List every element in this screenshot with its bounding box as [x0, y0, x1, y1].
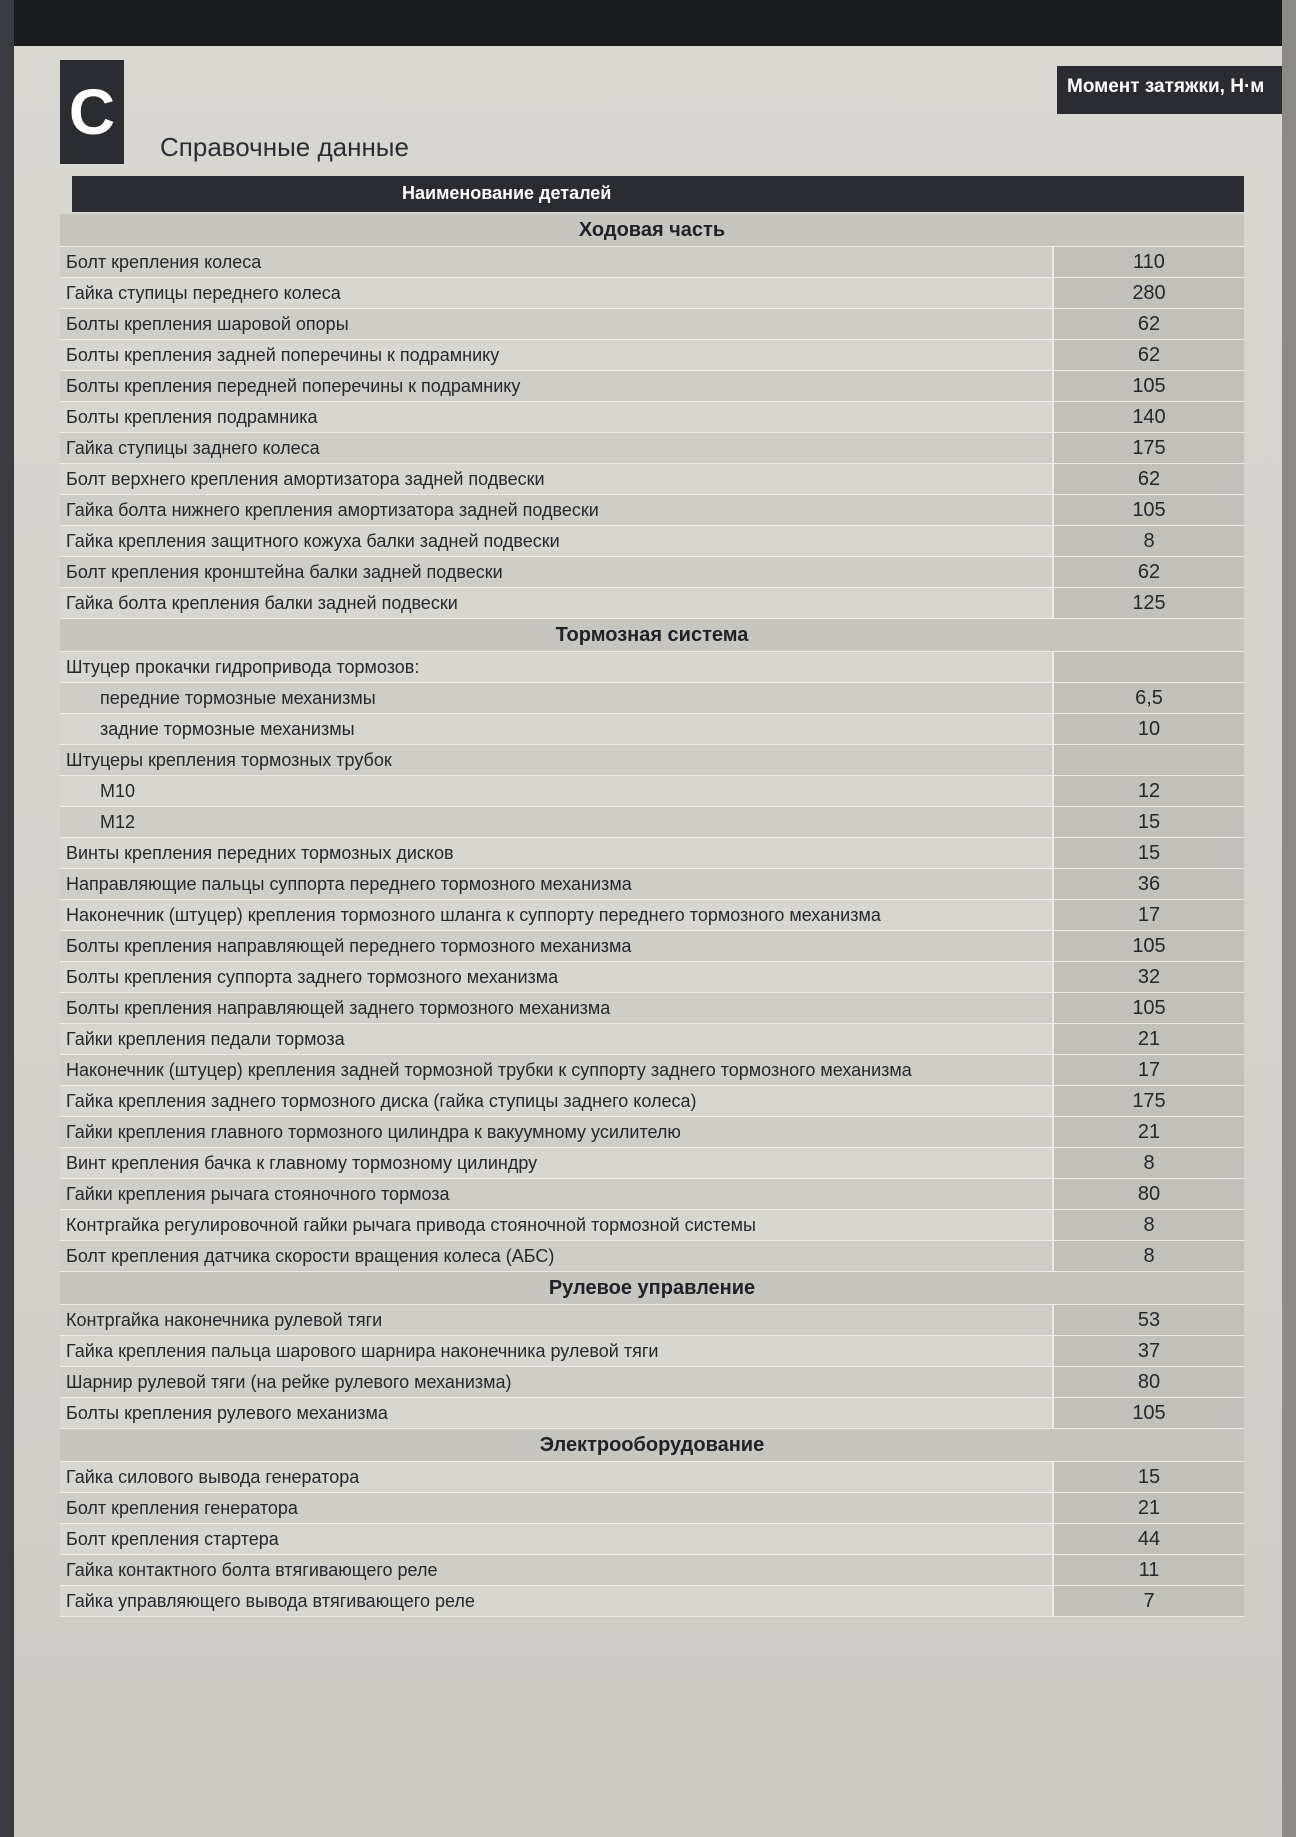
torque-value: 36: [1052, 869, 1244, 899]
table-row: [60, 1367, 1244, 1398]
group-header: Рулевое управление: [60, 1272, 1244, 1305]
part-name: Болт крепления датчика скорости вращения колеса (АБС): [60, 1241, 1052, 1271]
torque-value: 125: [1052, 588, 1244, 618]
value-column-header: Момент затяжки, Н·м: [1057, 66, 1282, 114]
part-name: Болт крепления кронштейна балки задней подвески: [60, 557, 1052, 587]
table-row: [60, 1524, 1244, 1555]
table-row: [60, 900, 1244, 931]
table-row: [60, 1210, 1244, 1241]
torque-table: [60, 214, 1244, 1617]
part-name: Гайка контактного болта втягивающего реле: [60, 1555, 1052, 1585]
part-name: Гайка болта нижнего крепления амортизатора задней подвески: [60, 495, 1052, 525]
table-row: [60, 309, 1244, 340]
torque-value: 8: [1052, 1210, 1244, 1240]
part-name: Болт крепления стартера: [60, 1524, 1052, 1554]
part-name: Штуцер прокачки гидропривода тормозов:: [60, 652, 1052, 682]
name-column-header: Наименование деталей: [402, 183, 612, 203]
table-row: [60, 869, 1244, 900]
torque-value: 21: [1052, 1117, 1244, 1147]
table-row: [60, 557, 1244, 588]
torque-value: 8: [1052, 1148, 1244, 1178]
torque-value: 7: [1052, 1586, 1244, 1616]
torque-value: 110: [1052, 247, 1244, 277]
torque-value: 8: [1052, 1241, 1244, 1271]
table-row: [60, 962, 1244, 993]
part-name: M10: [60, 776, 1052, 806]
torque-value: 62: [1052, 340, 1244, 370]
torque-value: 80: [1052, 1367, 1244, 1397]
part-name: Гайка крепления заднего тормозного диска (гайка ступицы заднего колеса): [60, 1086, 1052, 1116]
table-row: [60, 993, 1244, 1024]
table-row: [60, 1398, 1244, 1429]
table-row: [60, 1241, 1244, 1272]
torque-value: 12: [1052, 776, 1244, 806]
book-spine-shadow: [0, 0, 14, 1837]
part-name: Винт крепления бачка к главному тормозному цилиндру: [60, 1148, 1052, 1178]
part-name: Болты крепления задней поперечины к подрамнику: [60, 340, 1052, 370]
table-row: [60, 278, 1244, 309]
part-name: Контргайка наконечника рулевой тяги: [60, 1305, 1052, 1335]
torque-value: 32: [1052, 962, 1244, 992]
torque-value: 140: [1052, 402, 1244, 432]
part-name: задние тормозные механизмы: [60, 714, 1052, 744]
torque-value: 105: [1052, 1398, 1244, 1428]
table-row: [60, 371, 1244, 402]
torque-value: 53: [1052, 1305, 1244, 1335]
torque-value: 15: [1052, 838, 1244, 868]
table-row: [60, 402, 1244, 433]
part-name: Болты крепления направляющей переднего тормозного механизма: [60, 931, 1052, 961]
table-row: [60, 745, 1244, 776]
torque-value: 17: [1052, 1055, 1244, 1085]
section-title: Справочные данные: [160, 132, 409, 162]
torque-value: 80: [1052, 1179, 1244, 1209]
table-row: [60, 464, 1244, 495]
table-row: [60, 1462, 1244, 1493]
group-header: Электрооборудование: [60, 1429, 1244, 1462]
torque-value: 8: [1052, 526, 1244, 556]
table-row: [60, 683, 1244, 714]
torque-value: 105: [1052, 993, 1244, 1023]
table-row: [60, 247, 1244, 278]
part-name: Болт крепления колеса: [60, 247, 1052, 277]
table-row: [60, 526, 1244, 557]
table-row: [60, 588, 1244, 619]
part-name: Наконечник (штуцер) крепления тормозного шланга к суппорту переднего тормозного механизма: [60, 900, 1052, 930]
table-row: [60, 776, 1244, 807]
torque-value: 175: [1052, 1086, 1244, 1116]
part-name: Гайка ступицы заднего колеса: [60, 433, 1052, 463]
table-row: [60, 1055, 1244, 1086]
torque-value: 6,5: [1052, 683, 1244, 713]
torque-value: 37: [1052, 1336, 1244, 1366]
table-header: [72, 176, 1244, 212]
part-name: Болты крепления направляющей заднего тормозного механизма: [60, 993, 1052, 1023]
table-row: [60, 1024, 1244, 1055]
table-row: [60, 714, 1244, 745]
torque-value: 15: [1052, 807, 1244, 837]
torque-value: 21: [1052, 1024, 1244, 1054]
torque-value: 105: [1052, 495, 1244, 525]
part-name: Контргайка регулировочной гайки рычага привода стояночной тормозной системы: [60, 1210, 1052, 1240]
torque-value: 10: [1052, 714, 1244, 744]
part-name: Болт крепления генератора: [60, 1493, 1052, 1523]
part-name: Направляющие пальцы суппорта переднего тормозного механизма: [60, 869, 1052, 899]
table-row: [60, 1555, 1244, 1586]
section-letter: С: [60, 60, 124, 164]
part-name: Гайка крепления пальца шарового шарнира наконечника рулевой тяги: [60, 1336, 1052, 1366]
group-header: Ходовая часть: [60, 214, 1244, 247]
torque-value: 62: [1052, 464, 1244, 494]
table-row: [60, 1117, 1244, 1148]
table-row: [60, 1493, 1244, 1524]
page-edge: [1282, 0, 1296, 1837]
torque-value: [1052, 652, 1244, 682]
table-row: [60, 1148, 1244, 1179]
part-name: Болт верхнего крепления амортизатора задней подвески: [60, 464, 1052, 494]
table-row: [60, 931, 1244, 962]
part-name: Болты крепления рулевого механизма: [60, 1398, 1052, 1428]
part-name: Болты крепления передней поперечины к подрамнику: [60, 371, 1052, 401]
table-row: [60, 652, 1244, 683]
torque-value: 21: [1052, 1493, 1244, 1523]
part-name: Гайки крепления педали тормоза: [60, 1024, 1052, 1054]
table-row: [60, 1586, 1244, 1617]
table-row: [60, 340, 1244, 371]
torque-value: 44: [1052, 1524, 1244, 1554]
torque-value: 105: [1052, 931, 1244, 961]
torque-value: 280: [1052, 278, 1244, 308]
table-row: [60, 807, 1244, 838]
table-row: [60, 1336, 1244, 1367]
part-name: Гайка управляющего вывода втягивающего реле: [60, 1586, 1052, 1616]
part-name: Гайки крепления главного тормозного цилиндра к вакуумному усилителю: [60, 1117, 1052, 1147]
part-name: передние тормозные механизмы: [60, 683, 1052, 713]
torque-value: [1052, 745, 1244, 775]
part-name: Болты крепления подрамника: [60, 402, 1052, 432]
part-name: Гайка крепления защитного кожуха балки задней подвески: [60, 526, 1052, 556]
table-row: [60, 1086, 1244, 1117]
part-name: Штуцеры крепления тормозных трубок: [60, 745, 1052, 775]
torque-value: 11: [1052, 1555, 1244, 1585]
torque-value: 15: [1052, 1462, 1244, 1492]
part-name: Гайка болта крепления балки задней подвески: [60, 588, 1052, 618]
table-row: [60, 838, 1244, 869]
table-row: [60, 495, 1244, 526]
table-row: [60, 1179, 1244, 1210]
part-name: Гайки крепления рычага стояночного тормоза: [60, 1179, 1052, 1209]
part-name: Шарнир рулевой тяги (на рейке рулевого механизма): [60, 1367, 1052, 1397]
part-name: M12: [60, 807, 1052, 837]
part-name: Гайка силового вывода генератора: [60, 1462, 1052, 1492]
torque-value: 62: [1052, 557, 1244, 587]
torque-value: 17: [1052, 900, 1244, 930]
table-row: [60, 433, 1244, 464]
part-name: Гайка ступицы переднего колеса: [60, 278, 1052, 308]
group-header: Тормозная система: [60, 619, 1244, 652]
torque-value: 62: [1052, 309, 1244, 339]
part-name: Винты крепления передних тормозных дисков: [60, 838, 1052, 868]
part-name: Болты крепления шаровой опоры: [60, 309, 1052, 339]
torque-value: 105: [1052, 371, 1244, 401]
part-name: Болты крепления суппорта заднего тормозного механизма: [60, 962, 1052, 992]
torque-value: 175: [1052, 433, 1244, 463]
part-name: Наконечник (штуцер) крепления задней тормозной трубки к суппорту заднего тормозного механизма: [60, 1055, 1052, 1085]
table-row: [60, 1305, 1244, 1336]
